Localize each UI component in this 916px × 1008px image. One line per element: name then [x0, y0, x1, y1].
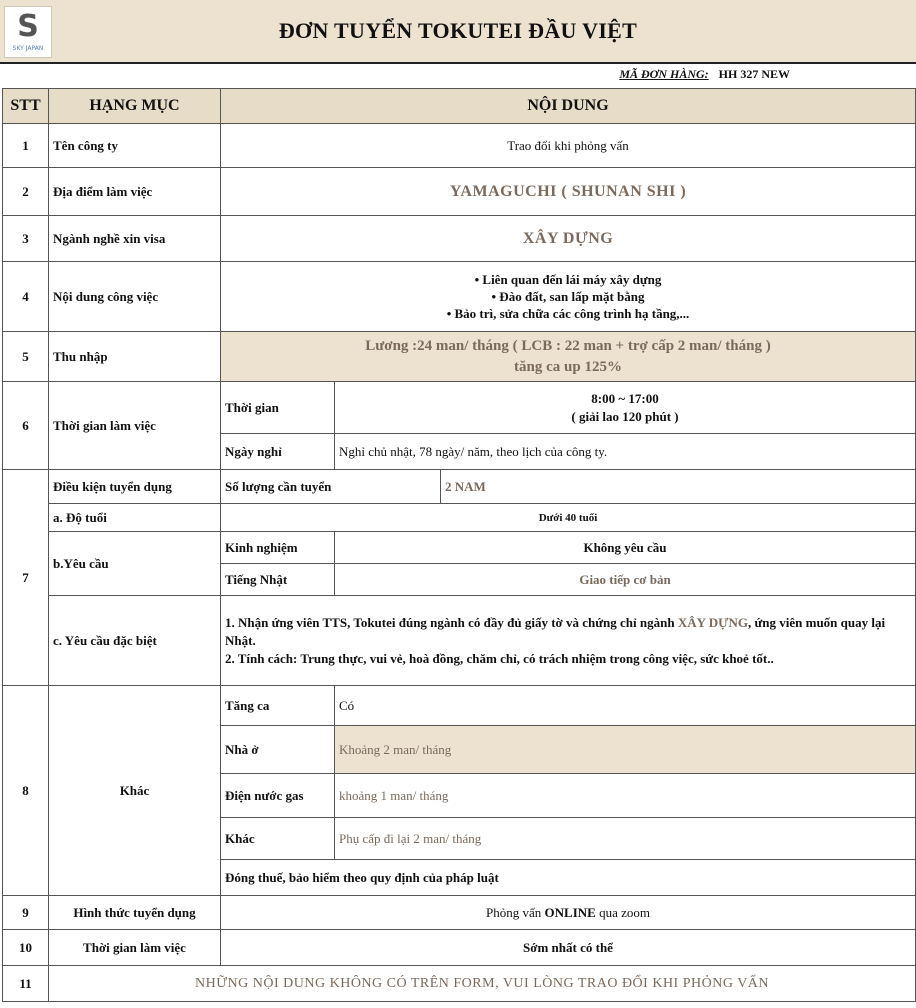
col-category: HẠNG MỤC [49, 89, 221, 124]
special-label: c. Yêu cầu đặc biệt [49, 596, 221, 686]
table-row [3, 332, 916, 382]
row-label: Khác [49, 686, 221, 896]
order-code [619, 67, 790, 82]
overtime-rate: tăng ca up 125% [514, 358, 622, 375]
table-row [3, 216, 916, 262]
requirement-label: b.Yêu cầu [49, 532, 221, 596]
utilities-label: Điện nước gas [221, 774, 335, 818]
order-code-label: MÃ ĐƠN HÀNG: [619, 67, 709, 81]
housing-label: Nhà ở [221, 726, 335, 774]
table-row [3, 596, 916, 686]
row-label: Ngành nghề xin visa [49, 216, 221, 262]
col-content: NỘI DUNG [221, 89, 916, 124]
row-stt: 5 [3, 332, 49, 382]
utilities-value: khoảng 1 man/ tháng [335, 774, 916, 818]
row-stt: 10 [3, 930, 49, 966]
special-item: 2. Tính cách: Trung thực, vui vẻ, hoà đồng, chăm chỉ, có trách nhiệm trong công việc, sức khoẻ tốt.. [225, 650, 774, 666]
row-label: Hình thức tuyển dụng [49, 896, 221, 930]
table-row [3, 532, 916, 564]
job-table [2, 88, 916, 1002]
table-header [3, 89, 916, 124]
visa-field-value: XÂY DỰNG [221, 216, 916, 262]
time-range: 8:00 ~ 17:00 [591, 390, 659, 406]
duty-item: • Đào đất, san lấp mặt bằng [491, 289, 645, 304]
row-stt: 9 [3, 896, 49, 930]
japanese-label: Tiếng Nhật [221, 564, 335, 596]
header [0, 0, 916, 64]
row-stt: 3 [3, 216, 49, 262]
row-stt: 1 [3, 124, 49, 168]
overtime-label: Tăng ca [221, 686, 335, 726]
footer-note: NHỮNG NỘI DUNG KHÔNG CÓ TRÊN FORM, VUI LÒNG TRAO ĐỔI KHI PHỎNG VẤN [49, 966, 916, 1002]
duty-item: • Liên quan đến lái máy xây dựng [474, 272, 662, 287]
salary-line: Lương :24 man/ tháng ( LCB : 22 man + trợ cấp 2 man/ tháng ) [365, 337, 771, 354]
start-time-value: Sớm nhất có thể [221, 930, 916, 966]
housing-value: Khoảng 2 man/ tháng [335, 726, 916, 774]
off-value: Nghỉ chủ nhật, 78 ngày/ năm, theo lịch của công ty. [335, 434, 916, 470]
row-stt: 6 [3, 382, 49, 470]
row-label: Điều kiện tuyển dụng [49, 470, 221, 504]
special-item [225, 614, 911, 650]
table-row [3, 124, 916, 168]
table-row [3, 168, 916, 216]
method-highlight: ONLINE [544, 904, 596, 920]
experience-label: Kinh nghiệm [221, 532, 335, 564]
row-label: Tên công ty [49, 124, 221, 168]
table-row [3, 504, 916, 532]
logo-letter: S [17, 9, 39, 44]
row-label: Thời gian làm việc [49, 930, 221, 966]
table-row [3, 262, 916, 332]
special-item-text: 1. Nhận ứng viên TTS, Tokutei đúng ngành có đầy đủ giấy tờ và chứng chỉ ngành [225, 614, 675, 630]
japanese-value: Giao tiếp cơ bản [335, 564, 916, 596]
logo-text: SKY JAPAN [12, 45, 44, 52]
special-item-text: , ứng viên muốn quay lại Nhật. [225, 614, 886, 648]
order-code-value: HH 327 NEW [718, 67, 790, 81]
table-row [3, 470, 916, 504]
method-text: Phỏng vấn [486, 904, 545, 920]
method-text: qua zoom [595, 904, 650, 920]
time-value [335, 382, 916, 434]
table-row [3, 930, 916, 966]
row-stt: 7 [3, 470, 49, 686]
age-label: a. Độ tuổi [49, 504, 221, 532]
row-stt: 8 [3, 686, 49, 896]
other-value: Phụ cấp đi lại 2 man/ tháng [335, 818, 916, 860]
duty-item: • Bảo trì, sửa chữa các công trình hạ tầng,... [446, 306, 690, 321]
table-row [3, 382, 916, 434]
off-label: Ngày nghỉ [221, 434, 335, 470]
location-value: YAMAGUCHI ( SHUNAN SHI ) [221, 168, 916, 216]
job-duties [221, 262, 916, 332]
special-value [221, 596, 916, 686]
special-item-field: XÂY DỰNG [677, 614, 748, 630]
col-stt: STT [3, 89, 49, 124]
row-stt: 2 [3, 168, 49, 216]
table-row [3, 686, 916, 726]
page-title: ĐƠN TUYỂN TOKUTEI ĐẦU VIỆT [278, 18, 638, 43]
table-row [3, 896, 916, 930]
table-row [3, 966, 916, 1002]
quantity-label: Số lượng cần tuyển [221, 470, 441, 504]
recruit-method-value [221, 896, 916, 930]
age-value: Dưới 40 tuổi [221, 504, 916, 532]
row-label: Địa điểm làm việc [49, 168, 221, 216]
experience-value: Không yêu cầu [335, 532, 916, 564]
row-label: Thời gian làm việc [49, 382, 221, 470]
overtime-value: Có [335, 686, 916, 726]
row-label: Thu nhập [49, 332, 221, 382]
break-time: ( giải lao 120 phút ) [571, 408, 679, 424]
row-label: Nội dung công việc [49, 262, 221, 332]
row-stt: 4 [3, 262, 49, 332]
row-stt: 11 [3, 966, 49, 1002]
quantity-value: 2 NAM [441, 470, 916, 504]
time-label: Thời gian [221, 382, 335, 434]
company-name-value: Trao đổi khi phỏng vấn [221, 124, 916, 168]
salary-value [221, 332, 916, 382]
other-label: Khác [221, 818, 335, 860]
tax-note: Đóng thuế, bảo hiểm theo quy định của pháp luật [221, 860, 916, 896]
